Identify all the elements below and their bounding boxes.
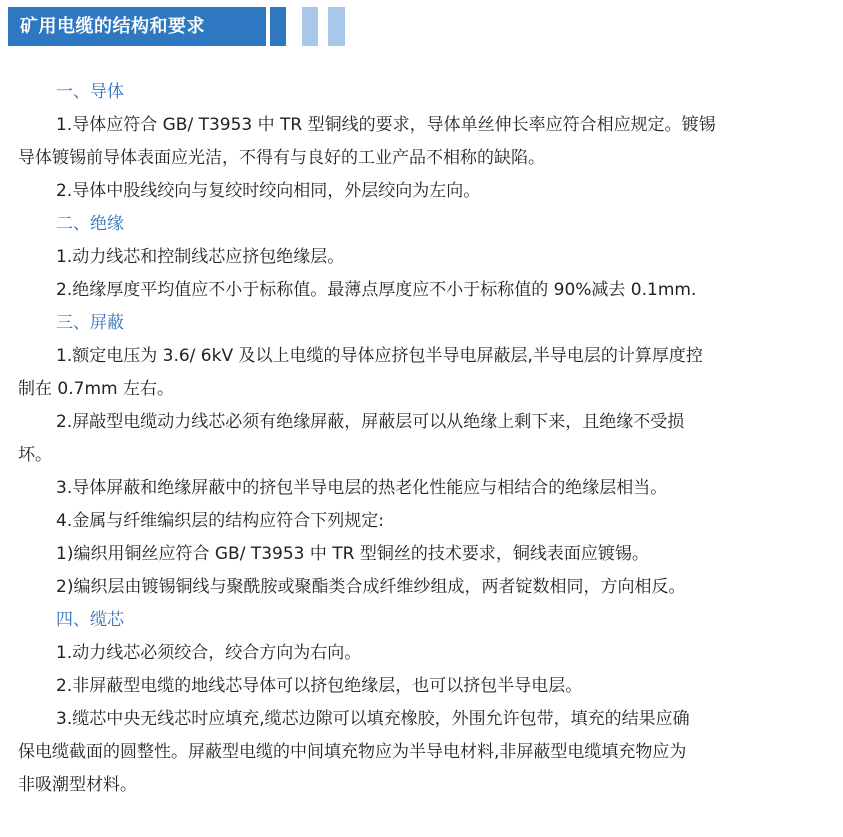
- paragraph-line: 1.动力线芯必须绞合，绞合方向为右向。: [56, 643, 362, 663]
- paragraph: [18, 571, 836, 604]
- decor-bar-light: [328, 7, 345, 46]
- paragraph-line: 2)编织层由镀锡铜线与聚酰胺或聚酯类合成纤维纱组成，两者锭数相同，方向相反。: [56, 577, 686, 597]
- paragraph: [18, 505, 836, 538]
- paragraph-line: 3.导体屏蔽和绝缘屏蔽中的挤包半导电层的热老化性能应与相结合的绝缘层相当。: [56, 478, 668, 498]
- paragraph: [18, 406, 836, 472]
- paragraph-line: 4.金属与纤维编织层的结构应符合下列规定:: [56, 511, 384, 531]
- section-heading: 一、导体: [56, 82, 124, 102]
- paragraph: [18, 670, 836, 703]
- paragraph-line: 2.绝缘厚度平均值应不小于标称值。最薄点厚度应不小于标称值的 90%减去 0.1mm.: [56, 280, 697, 300]
- paragraph: [18, 109, 836, 175]
- paragraph-line: 1.动力线芯和控制线芯应挤包绝缘层。: [56, 247, 345, 267]
- article-body: [18, 76, 836, 802]
- paragraph: [18, 538, 836, 571]
- title-banner: [8, 7, 348, 46]
- paragraph-line: 非吸潮型材料。: [18, 775, 137, 795]
- section-heading: 四、缆芯: [56, 610, 124, 630]
- section-heading: 三、屏蔽: [56, 313, 124, 333]
- paragraph-line: 坏。: [18, 445, 52, 465]
- section-heading: 二、绝缘: [56, 214, 124, 234]
- paragraph: [18, 472, 836, 505]
- paragraph-line: 1.额定电压为 3.6/ 6kV 及以上电缆的导体应挤包半导电屏蔽层,半导电层的计算厚度控: [56, 346, 703, 366]
- paragraph: [18, 175, 836, 208]
- paragraph: [18, 703, 836, 802]
- paragraph-line: 1)编织用铜丝应符合 GB/ T3953 中 TR 型铜丝的技术要求，铜线表面应镀锡。: [56, 544, 649, 564]
- paragraph-line: 制在 0.7mm 左右。: [18, 379, 174, 399]
- paragraph-line: 2.导体中股线绞向与复绞时绞向相同，外层绞向为左向。: [56, 181, 481, 201]
- decor-bar-dark: [270, 7, 286, 46]
- paragraph-line: 导体镀锡前导体表面应光洁，不得有与良好的工业产品不相称的缺陷。: [18, 148, 545, 168]
- page-title: 矿用电缆的结构和要求: [8, 7, 266, 46]
- paragraph-line: 2.非屏蔽型电缆的地线芯导体可以挤包绝缘层，也可以挤包半导电层。: [56, 676, 583, 696]
- paragraph: [18, 241, 836, 274]
- decor-bar-light: [302, 7, 318, 46]
- paragraph-line: 2.屏敲型电缆动力线芯必须有绝缘屏蔽，屏蔽层可以从绝缘上剩下来，且绝缘不受损: [56, 412, 685, 432]
- paragraph: [18, 637, 836, 670]
- paragraph: [18, 340, 836, 406]
- paragraph-line: 保电缆截面的圆整性。屏蔽型电缆的中间填充物应为半导电材料,非屏蔽型电缆填充物应为: [18, 742, 687, 762]
- paragraph-line: 3.缆芯中央无线芯时应填充,缆芯边隙可以填充橡胶，外围允许包带，填充的结果应确: [56, 709, 690, 729]
- paragraph-line: 1.导体应符合 GB/ T3953 中 TR 型铜线的要求，导体单丝伸长率应符合相应规定。镀锡: [56, 115, 716, 135]
- paragraph: [18, 274, 836, 307]
